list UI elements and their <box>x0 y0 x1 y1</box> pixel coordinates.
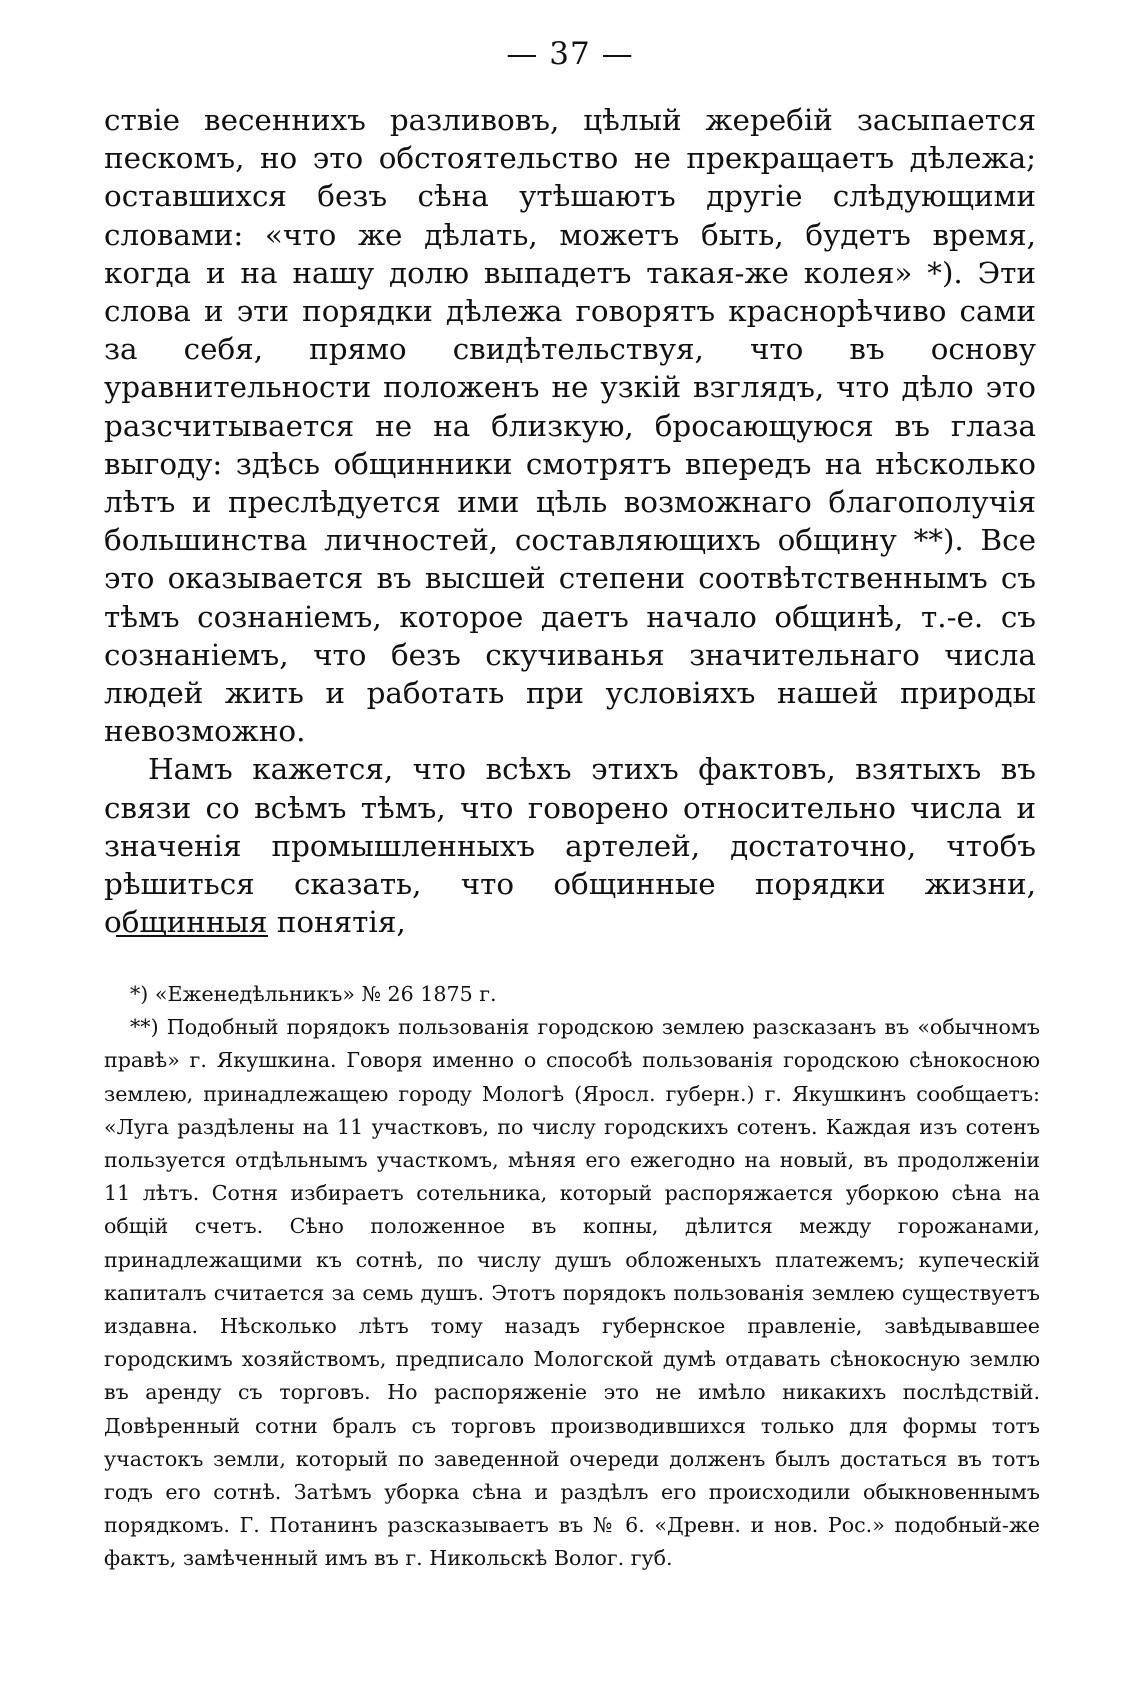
footnotes <box>104 978 1040 1576</box>
footnote-separator <box>116 935 268 937</box>
main-text <box>104 101 1036 941</box>
footnote-1: *) «Еженедѣльникъ» № 26 1875 г. <box>130 982 497 1006</box>
page-number: — 37 — <box>506 36 634 72</box>
footnote-2: **) Подобный порядокъ пользованія городскою землею разсказанъ въ «обычномъ правѣ» г. Якушкина. Говоря именно о способѣ пользованія городскою сѣнокосною землею, принадлежащею городу Мологѣ (Яросл. губерн.) г. Якушкинъ сообщаетъ: «Луга раздѣлены на 11 участковъ, по числу городскихъ сотенъ. Каждая изъ сотенъ пользуется отдѣльнымъ участкомъ, мѣняя его ежегодно на новый, въ продолженіи 11 лѣтъ. Сотня избираетъ сотельника, который распоряжается уборкою сѣна на общій счетъ. Сѣно положенное въ копны, дѣлится между горожанами, принадлежащими къ сотнѣ, по числу душъ обложеныхъ платежемъ; купеческій капиталъ считается за семь душъ. Этотъ порядокъ пользованія землею существуетъ издавна. Нѣсколько лѣтъ тому назадъ губернское правленіе, завѣдывавшее городскимъ хозяйствомъ, предписало Мологской думѣ отдавать сѣнокосную землю въ аренду съ торговъ. Но распоряженіе это не имѣло никакихъ послѣдствій. Довѣренный сотни бралъ съ торговъ производившихся только для формы тотъ участокъ земли, который по заведенной очереди долженъ былъ достаться въ тотъ годъ его сотнѣ. Затѣмъ уборка сѣна и раздѣлъ его происходили обыкновеннымъ порядкомъ. Г. Потанинъ разсказываетъ въ № 6. «Древн. и нов. Рос.» подобный-же фактъ, замѣченный имъ въ г. Никольскѣ Волог. губ. <box>104 1015 1040 1571</box>
main-paragraph-1: ствіе весеннихъ разливовъ, цѣлый жеребій засыпается пескомъ, но это обстоятельство не прекращаетъ дѣлежа; оставшихся безъ сѣна утѣшаютъ другіе слѣдующими словами: «что же дѣлать, можетъ быть, будетъ время, когда и на нашу долю выпадетъ такая-же колея» *). Эти слова и эти порядки дѣлежа говорятъ краснорѣчиво сами за себя, прямо свидѣтельствуя, что въ основу уравнительности положенъ не узкій взглядъ, что дѣло это разсчитывается не на близкую, бросающуюся въ глаза выгоду: здѣсь общинники смотрятъ впередъ на нѣсколько лѣтъ и преслѣдуется ими цѣль возможнаго благополучія большинства личностей, составляющихъ общину **). Все это оказывается въ высшей степени соотвѣтственнымъ съ тѣмъ сознаніемъ, которое даетъ начало общинѣ, т.-е. съ сознаніемъ, что безъ скучиванья значительнаго числа людей жить и работать при условіяхъ нашей природы невозможно. <box>104 103 1036 749</box>
main-paragraph-2: Намъ кажется, что всѣхъ этихъ фактовъ, взятыхъ въ связи со всѣмъ тѣмъ, что говорено относительно числа и значенія промышленныхъ артелей, достаточно, чтобъ рѣшиться сказать, что общинные порядки жизни, общинныя понятія, <box>104 752 1036 940</box>
